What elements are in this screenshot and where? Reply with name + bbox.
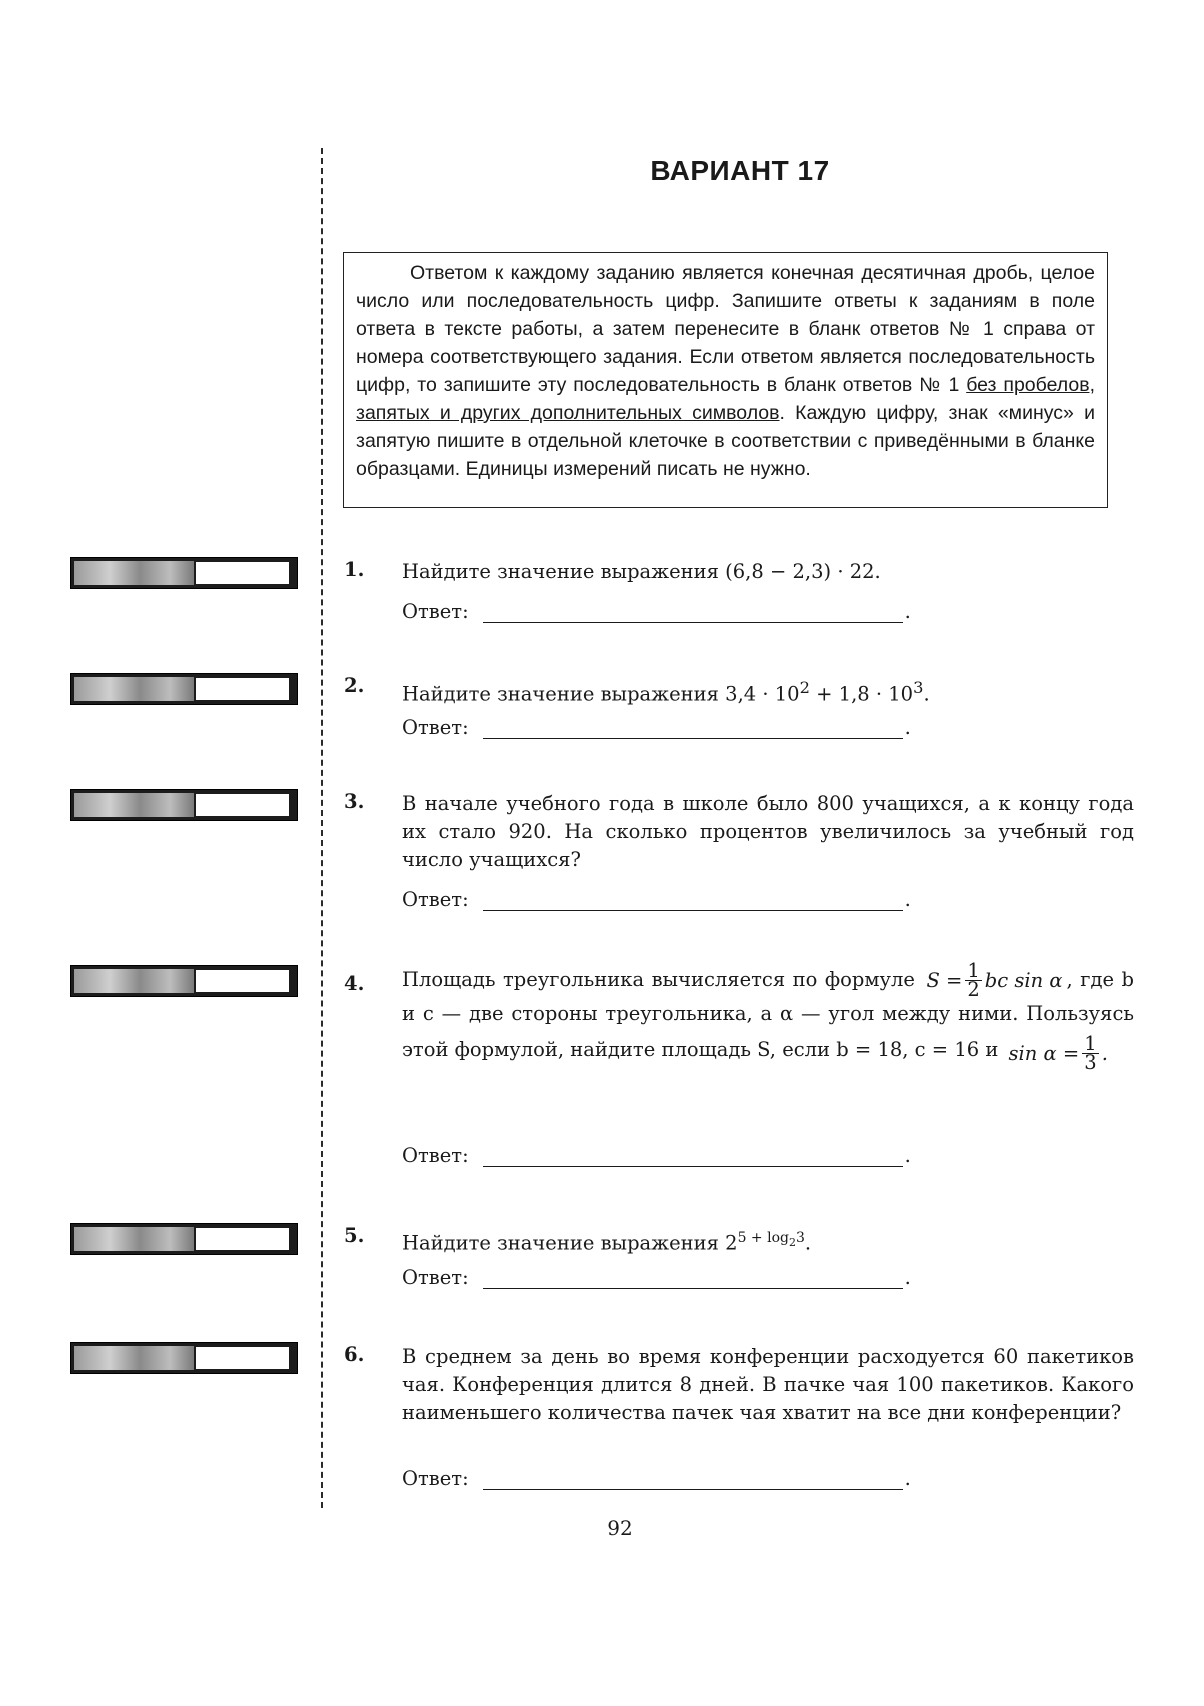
- task-marker-6: [70, 1342, 298, 1374]
- answer-row: Ответ: .: [402, 1144, 911, 1167]
- answer-row: Ответ: .: [402, 600, 911, 623]
- task-marker-3: [70, 789, 298, 821]
- page-number: 92: [607, 1516, 633, 1540]
- task-marker-5: [70, 1223, 298, 1255]
- answer-field[interactable]: [483, 600, 903, 623]
- task-number: 4.: [344, 972, 365, 995]
- task-6: [344, 1343, 1134, 1490]
- task-marker-4: [70, 965, 298, 997]
- task-number: 6.: [344, 1343, 365, 1366]
- answer-row: Ответ: .: [402, 888, 911, 911]
- instructions-text: Ответом к каждому заданию является конечная десятичная дробь, целое число или последовательность цифр. Запишите ответы к заданиям в поле ответа в тексте работы, а затем перенесите в бланк ответов № 1 справа от номера соответствующего задания. Если ответом является последовательность цифр, то запишите эту последовательность в бланк ответов № 1 без пробелов, запятых и других дополнительных символов. Каждую цифру, знак «минус» и запятую пишите в отдельной клеточке в соответствии с приведёнными в бланке образцами. Единицы измерений писать не нужно.: [356, 262, 1095, 480]
- task-1: [344, 558, 1134, 623]
- answer-field[interactable]: [483, 1144, 903, 1167]
- task-3: [344, 790, 1134, 911]
- task-2: [344, 674, 1134, 739]
- task-4: [344, 959, 1134, 1167]
- answer-row: Ответ: .: [402, 1467, 911, 1490]
- answer-row: Ответ: .: [402, 716, 911, 739]
- page-title: ВАРИАНТ 17: [650, 155, 830, 186]
- task-text: Площадь треугольника вычисляется по формуле S = $\frac{1}{2}$ bc sin α , где b и c — две стороны треугольника, а α — угол между ними. Пользуясь этой формулой, найдите площадь S, если b = 18, c = 16 и sin α = $\frac{1}{3}$ .: [402, 959, 1134, 1074]
- task-number: 3.: [344, 790, 365, 813]
- answer-label: Ответ:: [402, 716, 469, 739]
- task-text: Найдите значение выражения $2^{5 + log_23}$.: [402, 1230, 812, 1255]
- answer-field[interactable]: [483, 888, 903, 911]
- task-number: 5.: [344, 1224, 365, 1247]
- task-marker-1: [70, 557, 298, 589]
- task-text: Найдите значение выражения $3,4 \cdot 10^2 + 1,8 \cdot 10^3$.: [402, 678, 930, 706]
- answer-field[interactable]: [483, 716, 903, 739]
- cut-line: [321, 148, 323, 1508]
- task-text: Найдите значение выражения (6,8 − 2,3) · 22.: [402, 560, 881, 583]
- task-marker-2: [70, 673, 298, 705]
- task-number: 1.: [344, 558, 365, 581]
- answer-field[interactable]: [483, 1266, 903, 1289]
- instructions-box: [343, 252, 1108, 508]
- task-5: [344, 1224, 1134, 1289]
- answer-field[interactable]: [483, 1467, 903, 1490]
- answer-row: Ответ: .: [402, 1266, 911, 1289]
- answer-label: Ответ:: [402, 1144, 469, 1167]
- sin-condition: sin α = $\frac{1}{3}$ .: [1008, 1032, 1108, 1074]
- task-text: В среднем за день во время конференции расходуется 60 пакетиков чая. Конференция длится 8 дней. В пачке чая 100 пакетиков. Какого наименьшего количества пачек чая хватит на все дни конференции?: [402, 1345, 1134, 1424]
- answer-label: Ответ:: [402, 1266, 469, 1289]
- area-formula: S = $\frac{1}{2}$ bc sin α: [926, 959, 1063, 1001]
- answer-label: Ответ:: [402, 1467, 469, 1490]
- answer-label: Ответ:: [402, 600, 469, 623]
- task-number: 2.: [344, 674, 365, 697]
- task-text: В начале учебного года в школе было 800 учащихся, а к концу года их стало 920. На сколько процентов увеличилось за учебный год число учащихся?: [402, 792, 1134, 871]
- answer-label: Ответ:: [402, 888, 469, 911]
- instructions-underlined: без пробелов, запятых и других дополнительных символов: [356, 374, 1095, 424]
